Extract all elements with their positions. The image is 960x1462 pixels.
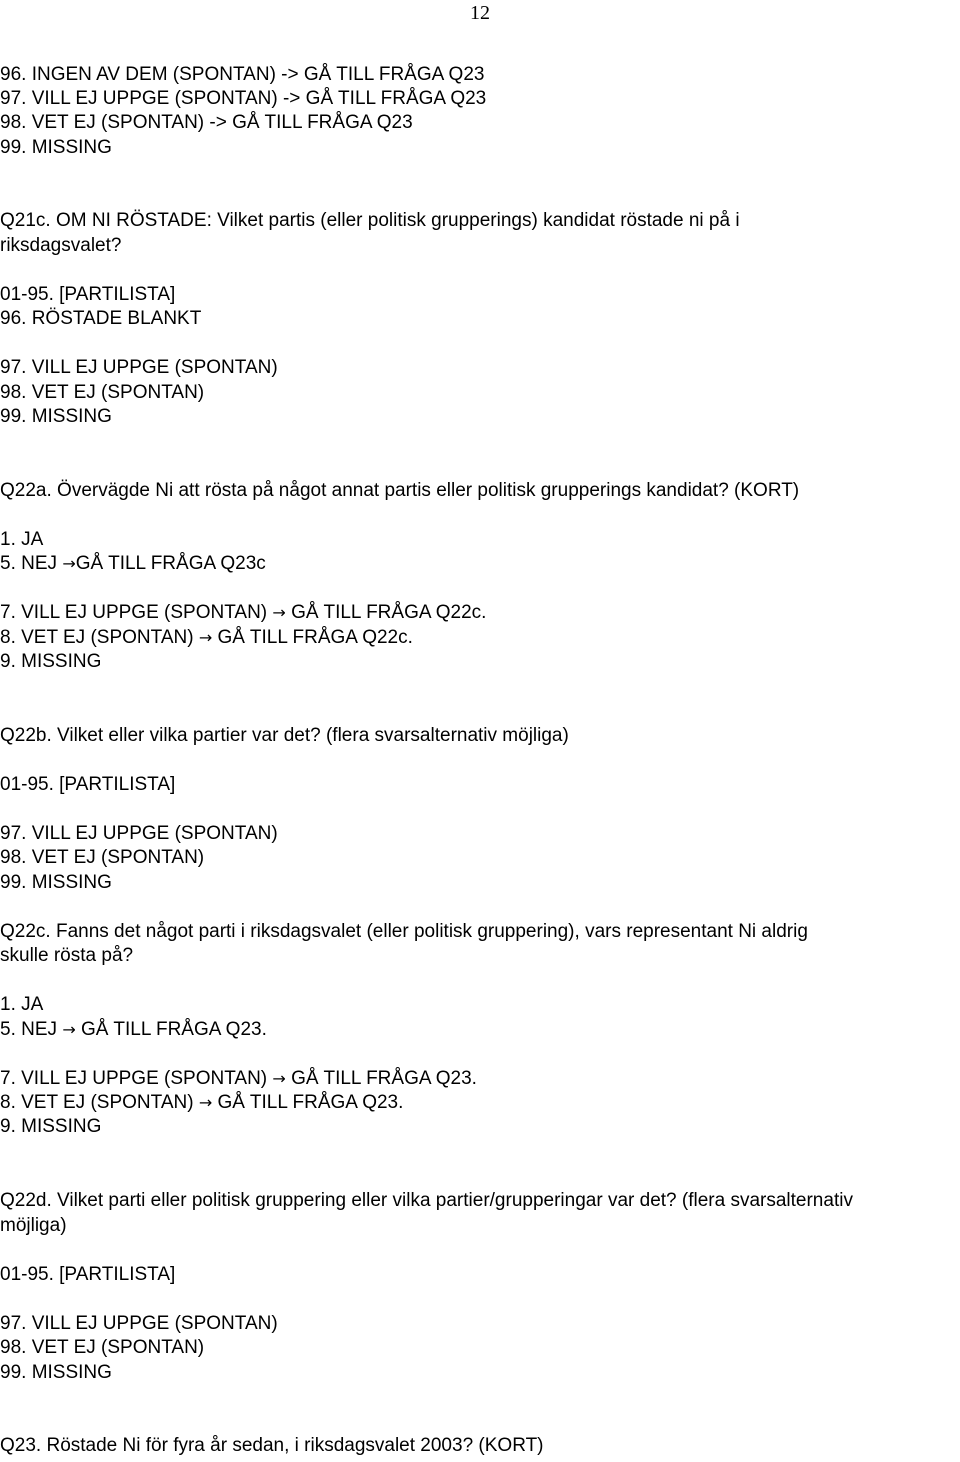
question-q21c: Q21c. OM NI RÖSTADE: Vilket partis (eller politisk grupperings) kandidat röstade ni på i — [0, 210, 740, 231]
answer-option-label: 7. VILL EJ UPPGE (SPONTAN) — [0, 602, 273, 623]
answer-option: 97. VILL EJ UPPGE (SPONTAN) -> GÅ TILL FRÅGA Q23 — [0, 88, 487, 109]
answer-option: 99. MISSING — [0, 872, 112, 893]
question-q21c-cont: riksdagsvalet? — [0, 235, 122, 256]
answer-option: 96. RÖSTADE BLANKT — [0, 308, 202, 329]
arrow-right-icon: → — [272, 1069, 286, 1088]
answer-option: 1. JA — [0, 529, 44, 550]
answer-option — [0, 601, 486, 625]
question-q22b: Q22b. Vilket eller vilka partier var det? (flera svarsalternativ möjliga) — [0, 725, 569, 746]
arrow-right-icon: → — [198, 1093, 213, 1112]
answer-option: 1. JA — [0, 994, 44, 1015]
answer-option — [0, 626, 413, 650]
answer-option: 01-95. [PARTILISTA] — [0, 1264, 176, 1285]
answer-option: 96. INGEN AV DEM (SPONTAN) -> GÅ TILL FRÅGA Q23 — [0, 64, 485, 85]
answer-option-skip: GÅ TILL FRÅGA Q23. — [212, 1092, 404, 1113]
answer-option: 98. VET EJ (SPONTAN) — [0, 1337, 205, 1358]
answer-option-label: 8. VET EJ (SPONTAN) — [0, 627, 199, 648]
answer-option: 01-95. [PARTILISTA] — [0, 284, 176, 305]
question-q22a: Q22a. Övervägde Ni att rösta på något annat partis eller politisk grupperings kandidat? (KORT) — [0, 480, 800, 501]
answer-option: 99. MISSING — [0, 1362, 112, 1383]
answer-option: 97. VILL EJ UPPGE (SPONTAN) — [0, 357, 278, 378]
question-q22c-cont: skulle rösta på? — [0, 945, 134, 966]
answer-option: 97. VILL EJ UPPGE (SPONTAN) — [0, 1313, 278, 1334]
answer-option: 98. VET EJ (SPONTAN) — [0, 382, 205, 403]
answer-option-label: 8. VET EJ (SPONTAN) — [0, 1092, 199, 1113]
question-q23: Q23. Röstade Ni för fyra år sedan, i riksdagsvalet 2003? (KORT) — [0, 1435, 544, 1456]
answer-option: 9. MISSING — [0, 1116, 102, 1137]
answer-option-label: 5. NEJ — [0, 553, 63, 574]
answer-option-skip: GÅ TILL FRÅGA Q23. — [285, 1068, 477, 1089]
answer-option-skip: GÅ TILL FRÅGA Q23. — [75, 1019, 267, 1040]
arrow-right-icon: → — [62, 554, 76, 573]
answer-option — [0, 1018, 267, 1042]
answer-option — [0, 1091, 403, 1115]
question-q22d: Q22d. Vilket parti eller politisk gruppering eller vilka partier/grupperingar var det? (flera svarsalternativ — [0, 1190, 853, 1211]
arrow-right-icon: → — [62, 1020, 76, 1039]
answer-option-skip: GÅ TILL FRÅGA Q22c. — [212, 627, 413, 648]
answer-option: 99. MISSING — [0, 137, 112, 158]
answer-option: 97. VILL EJ UPPGE (SPONTAN) — [0, 823, 278, 844]
page-number: 12 — [470, 2, 490, 24]
question-q22d-cont: möjliga) — [0, 1215, 67, 1236]
arrow-right-icon: → — [198, 628, 213, 647]
answer-option-skip: GÅ TILL FRÅGA Q22c. — [285, 602, 487, 623]
answer-option: 98. VET EJ (SPONTAN) -> GÅ TILL FRÅGA Q23 — [0, 112, 413, 133]
answer-option-label: 5. NEJ — [0, 1019, 63, 1040]
answer-option: 9. MISSING — [0, 651, 102, 672]
answer-option — [0, 552, 266, 576]
question-q22c: Q22c. Fanns det något parti i riksdagsvalet (eller politisk gruppering), vars representant Ni aldrig — [0, 921, 808, 942]
arrow-right-icon: → — [272, 603, 286, 622]
answer-option: 99. MISSING — [0, 406, 112, 427]
answer-option: 01-95. [PARTILISTA] — [0, 774, 176, 795]
answer-option-label: 7. VILL EJ UPPGE (SPONTAN) — [0, 1068, 273, 1089]
answer-option — [0, 1067, 477, 1091]
answer-option: 98. VET EJ (SPONTAN) — [0, 847, 205, 868]
answer-option-skip: GÅ TILL FRÅGA Q23c — [75, 553, 266, 574]
